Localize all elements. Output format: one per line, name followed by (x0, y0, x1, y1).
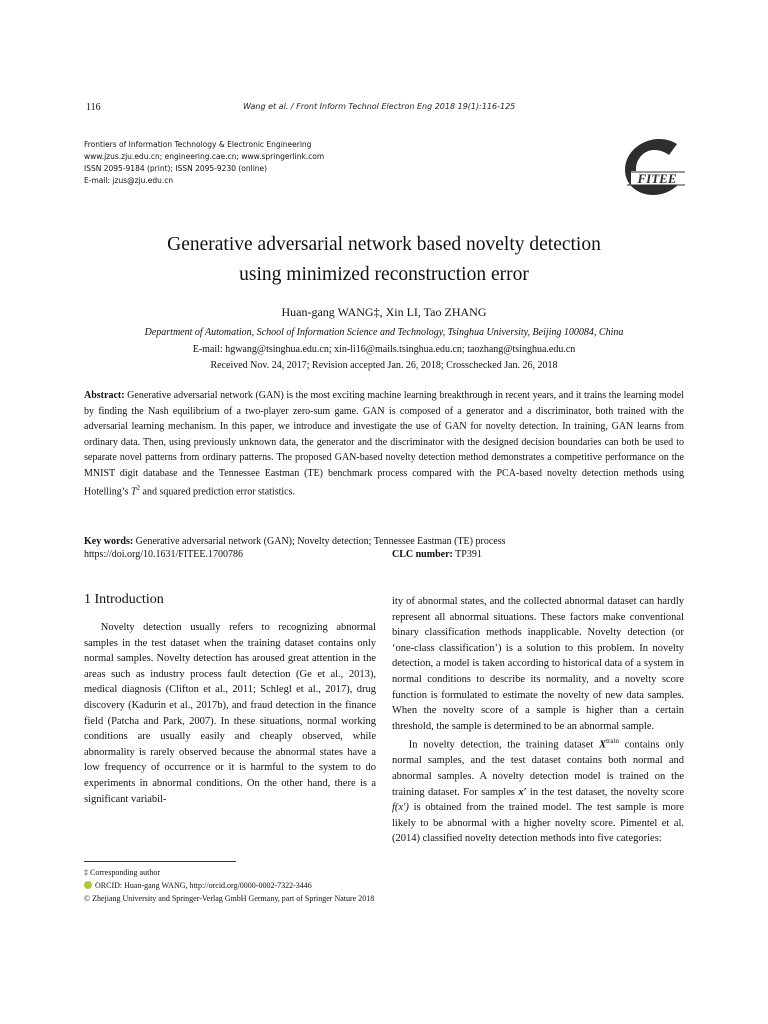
clc-value: TP391 (455, 549, 482, 560)
intro-p2-c: in the test dataset, the novelty score (526, 786, 684, 798)
abstract-label: Abstract: (84, 390, 125, 401)
orcid-icon (84, 881, 92, 889)
footnote-rule (84, 861, 236, 862)
clc-number (392, 549, 482, 560)
hotelling-t: T (130, 486, 137, 498)
keywords-text: Generative adversarial network (GAN); Novelty detection; Tennessee Eastman (TE) process (135, 536, 506, 547)
page-number: 116 (86, 102, 101, 113)
footnote-orcid[interactable] (84, 879, 376, 892)
submission-dates: Received Nov. 24, 2017; Revision accepted Jan. 26, 2018; Crosschecked Jan. 26, 2018 (210, 360, 558, 371)
footnote-copyright: © Zhejiang University and Springer-Verlag GmbH Germany, part of Springer Nature 2018 (84, 894, 375, 903)
intro-p2-a: In novelty detection, the training dataset (408, 739, 600, 751)
clc-label: CLC number: (392, 549, 453, 560)
fitee-logo (621, 138, 687, 198)
left-column (84, 620, 376, 807)
training-set-sup: train (606, 737, 619, 746)
intro-paragraph-1-cont: ity of abnormal states, and the collected abnormal dataset can hardly represent all abnormal situations. These factors make conventional binary classification methods inapplicable. Novelty detection (or ‘one-class classification’) is a solution to this problem. In novelty detection, a model is taken according to historical data of a system in normal conditions to describe its normality, and a novelty score function is formulated to estimate the novelty of new data samples. When the novelty score of a sample is higher than a certain threshold, the sample is determined to be an abnormal sample. (392, 596, 684, 732)
hotelling-t-sup: 2 (136, 484, 141, 492)
authors: Huan-gang WANG‡, Xin LI, Tao ZHANG (281, 305, 487, 319)
journal-name: Frontiers of Information Technology & Electronic Engineering (84, 140, 312, 149)
running-head: Wang et al. / Front Inform Technol Electron Eng 2018 19(1):116-125 (243, 102, 516, 111)
author-emails: E-mail: hgwang@tsinghua.edu.cn; xin-li16@mails.tsinghua.edu.cn; taozhang@tsinghua.edu.cn (192, 344, 576, 355)
paper-title-line-1: Generative adversarial network based novelty detection (167, 234, 601, 255)
abstract-text-end: and squared prediction error statistics. (140, 486, 295, 498)
footnotes (84, 866, 376, 905)
keywords-label: Key words: (84, 536, 134, 547)
doi-link[interactable]: https://doi.org/10.1631/FITEE.1700786 (84, 549, 243, 560)
abstract (84, 388, 684, 500)
right-column (392, 594, 684, 847)
journal-websites: www.jzus.zju.edu.cn; engineering.cae.cn; www.springerlink.com (84, 152, 325, 161)
keywords (84, 534, 684, 549)
intro-p2-b: contains only normal samples, and the test dataset contains both normal and abnormal samples. A novelty detection model is trained on the training dataset. For samples (392, 739, 684, 798)
sample-symbol: x′ (518, 786, 527, 798)
intro-p2-d: is obtained from the trained model. The test sample is more likely to be abnormal with a higher novelty score. Pimentel et al. (2014) classified novelty detection methods into five categories: (392, 802, 684, 845)
paper-title-line-2: using minimized reconstruction error (239, 264, 529, 285)
paper-title (0, 230, 768, 290)
fitee-logo-text: FITEE (637, 171, 677, 186)
intro-paragraph-2 (392, 734, 684, 847)
abstract-text: Generative adversarial network (GAN) is the most exciting machine learning breakthrough in recent years, and it trains the learning model by finding the Nash equilibrium of a two-player zero-sum game. GAN is composed of a generator and a discriminator, both trained with the adversarial learning mechanism. In this paper, we introduce and investigate the use of GAN for novelty detection. In training, GAN learns from ordinary data. Then, using previously unknown data, the generator and the discriminator with the designed decision boundaries can both be used to separate novel patterns from ordinary patterns. The proposed GAN-based novelty detection method demonstrates a competitive performance on the MNIST digit database and the Tennessee Eastman (TE) benchmark process compared with the PCA-based novelty detection methods using Hotelling’s (84, 390, 684, 498)
journal-issn: ISSN 2095-9184 (print); ISSN 2095-9230 (online) (84, 164, 268, 173)
footnote-corresponding: ‡ Corresponding author (84, 868, 160, 877)
fitee-logo-mark-icon (621, 138, 687, 198)
footnote-orcid-text: ORCID: Huan-gang WANG, http://orcid.org/0000-0002-7322-3446 (95, 881, 312, 890)
journal-email: E-mail: jzus@zju.edu.cn (84, 176, 174, 185)
novelty-score-symbol: f(x′) (392, 802, 409, 814)
affiliation: Department of Automation, School of Information Science and Technology, Tsinghua University, Beijing 100084, China (144, 327, 624, 338)
intro-paragraph-1: Novelty detection usually refers to recognizing abnormal samples in the test dataset when the training dataset contains only normal samples. Novelty detection has aroused great attention in the areas such as industry process fault detection (Ge et al., 2013), medical diagnosis (Clifton et al., 2011; Schlegl et al., 2017), drug discovery (Kadurin et al., 2017b), and fraud detection in the finance field (Patcha and Park, 2007). In these situations, normal working conditions are usually easily and cheaply observed, while abnormality is rarely observed because the abnormal states have a low frequency of occurrence or it is harmful to the system to do experiments in abnormal conditions. On the other hand, there is a significant variabil- (84, 622, 376, 805)
section-title: 1 Introduction (84, 592, 164, 607)
training-set-symbol: X (599, 739, 607, 751)
